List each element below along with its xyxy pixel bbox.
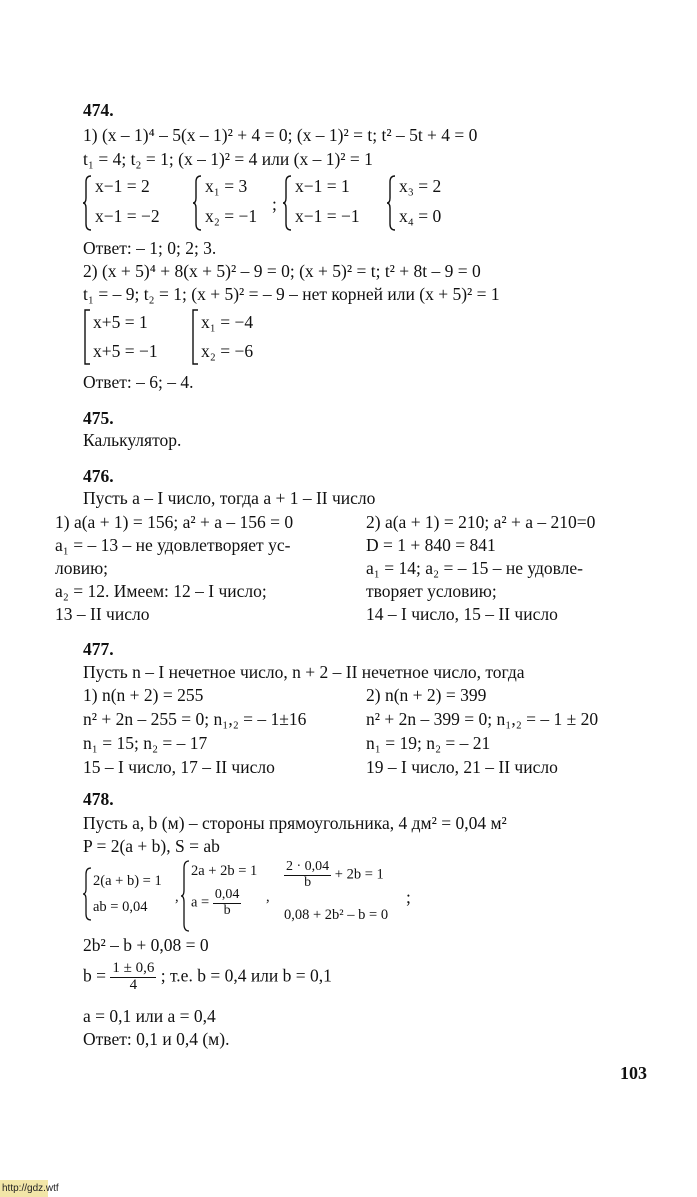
problem-477-left-4: 15 – I число, 17 – II число (83, 757, 275, 777)
system-478-a-eq1: 2(a + b) = 1 (93, 873, 162, 889)
system-478-b-eq2-lhs: a = (191, 894, 210, 911)
problem-474-line-4: t₁ = – 9; t₂ = 1; (x + 5)² = – 9 – нет корней или (x + 5)² = 1 (83, 284, 500, 304)
collection-474-e-eq1: x+5 = 1 (93, 312, 148, 332)
problem-477-intro: Пусть n – I нечетное число, n + 2 – II нечетное число, тогда (83, 662, 525, 682)
page-number: 103 (620, 1063, 647, 1083)
system-474-a-eq1: x−1 = 2 (95, 176, 150, 196)
problem-477-number: 477. (83, 639, 114, 659)
collection-474-e-eq2: x+5 = −1 (93, 341, 158, 361)
system-474-d-eq2: x₄ = 0 (399, 206, 442, 226)
problem-474-line-3: 2) (x + 5)⁴ + 8(x + 5)² – 9 = 0; (x + 5)² = t; t² + 8t – 9 = 0 (83, 261, 481, 281)
problem-476-left-1: 1) a(a + 1) = 156; a² + a – 156 = 0 (55, 512, 294, 532)
fraction (284, 860, 331, 890)
system-478-c (284, 858, 414, 934)
problem-475-text: Калькулятор. (83, 430, 182, 450)
left-brace-icon (83, 864, 93, 924)
system-comma: , (175, 889, 179, 905)
collection-474-f (191, 308, 281, 366)
problem-477-right-1: 2) n(n + 2) = 399 (366, 685, 487, 705)
system-478-c-eq1 (284, 860, 384, 890)
collection-474-f-eq1: x₁ = −4 (201, 312, 254, 332)
problem-476-right-4: творяет условию; (366, 581, 497, 601)
fraction-numerator: 0,04 (214, 887, 240, 902)
left-brace-icon (283, 174, 293, 232)
problem-476-left-2: a₁ = – 13 – не удовлетворяет ус- (55, 535, 291, 555)
fraction-denominator: 4 (129, 976, 138, 993)
watermark-link[interactable]: http://gdz.wtf (0, 1180, 48, 1197)
system-474-c (283, 174, 383, 232)
problem-478-line-2: P = 2(a + b), S = ab (83, 836, 220, 856)
system-474-b-eq1: x₁ = 3 (205, 176, 248, 196)
collection-474-e (83, 308, 183, 366)
system-474-c-eq2: x−1 = −1 (295, 206, 360, 226)
left-brace-icon (181, 858, 191, 934)
fraction-numerator: 2 · 0,04 (286, 859, 330, 874)
problem-476-left-3: ловию; (55, 558, 109, 578)
problem-474-answer-1: Ответ: – 1; 0; 2; 3. (83, 238, 217, 258)
problem-477-right-2: n² + 2n – 399 = 0; n₁,₂ = – 1 ± 20 (366, 709, 599, 729)
left-bracket-icon (83, 308, 91, 366)
fraction (213, 888, 242, 918)
system-478-c-eq2: 0,08 + 2b² – b = 0 (284, 907, 389, 923)
problem-477-right-4: 19 – I число, 21 – II число (366, 757, 558, 777)
problem-476-right-1: 2) a(a + 1) = 210; a² + a – 210=0 (366, 512, 596, 532)
problem-474-answer-2: Ответ: – 6; – 4. (83, 372, 194, 392)
left-brace-icon (83, 174, 93, 232)
system-semicolon: ; (406, 887, 411, 907)
system-474-d-eq1: x₃ = 2 (399, 176, 442, 196)
system-474-a (83, 174, 183, 232)
problem-478-line-1: Пусть a, b (м) – стороны прямоугольника, 4 дм² = 0,04 м² (83, 813, 507, 833)
problem-476-left-4: a₂ = 12. Имеем: 12 – I число; (55, 581, 267, 601)
fraction-denominator: b (223, 902, 231, 918)
problem-474-number: 474. (83, 100, 114, 120)
problem-477-left-1: 1) n(n + 2) = 255 (83, 685, 204, 705)
fraction-numerator: 1 ± 0,6 (112, 960, 155, 976)
problem-474-line-1: 1) (x – 1)⁴ – 5(x – 1)² + 4 = 0; (x – 1)² = t; t² – 5t + 4 = 0 (83, 125, 478, 145)
system-478-b-eq2 (191, 888, 241, 918)
system-474-a-eq2: x−1 = −2 (95, 206, 160, 226)
collection-474-f-eq2: x₂ = −6 (201, 341, 254, 361)
problem-476-right-3: a₁ = 14; a₂ = – 15 – не удовле- (366, 558, 584, 578)
system-474-b-eq2: x₂ = −1 (205, 206, 258, 226)
system-478-a (83, 864, 178, 924)
problem-478-answer: Ответ: 0,1 и 0,4 (м). (83, 1029, 230, 1049)
problem-476-left-5: 13 – II число (55, 604, 150, 624)
problem-478-number: 478. (83, 789, 114, 809)
left-brace-icon (387, 174, 397, 232)
problem-476-right-5: 14 – I число, 15 – II число (366, 604, 558, 624)
problem-476-intro: Пусть a – I число, тогда a + 1 – II число (83, 488, 376, 508)
problem-476-right-2: D = 1 + 840 = 841 (366, 535, 496, 555)
problem-477-left-2: n² + 2n – 255 = 0; n₁,₂ = – 1±16 (83, 709, 307, 729)
fraction (110, 961, 156, 994)
system-comma: , (266, 889, 270, 905)
problem-477-left-3: n₁ = 15; n₂ = – 17 (83, 733, 208, 753)
system-separator: ; (272, 194, 277, 214)
system-478-b-eq1: 2a + 2b = 1 (191, 863, 258, 879)
fraction-denominator: b (304, 874, 312, 890)
problem-476-number: 476. (83, 466, 114, 486)
problem-478-eq-2-tail: ; т.е. b = 0,4 или b = 0,1 (160, 965, 332, 986)
problem-475-number: 475. (83, 408, 114, 428)
system-474-d (387, 174, 467, 232)
system-474-c-eq1: x−1 = 1 (295, 176, 350, 196)
problem-474-line-2: t₁ = 4; t₂ = 1; (x – 1)² = 4 или (x – 1)² = 1 (83, 149, 373, 169)
system-478-a-eq2: ab = 0,04 (93, 899, 148, 915)
problem-478-eq-3: a = 0,1 или a = 0,4 (83, 1006, 216, 1026)
system-474-b (193, 174, 283, 232)
problem-478-eq-2-lhs: b = (83, 965, 106, 986)
left-brace-icon (193, 174, 203, 232)
problem-478-eq-2 (83, 961, 332, 994)
problem-477-right-3: n₁ = 19; n₂ = – 21 (366, 733, 491, 753)
system-478-c-eq1-tail: + 2b = 1 (334, 866, 384, 883)
problem-478-eq-1: 2b² – b + 0,08 = 0 (83, 935, 209, 955)
left-bracket-icon (191, 308, 199, 366)
